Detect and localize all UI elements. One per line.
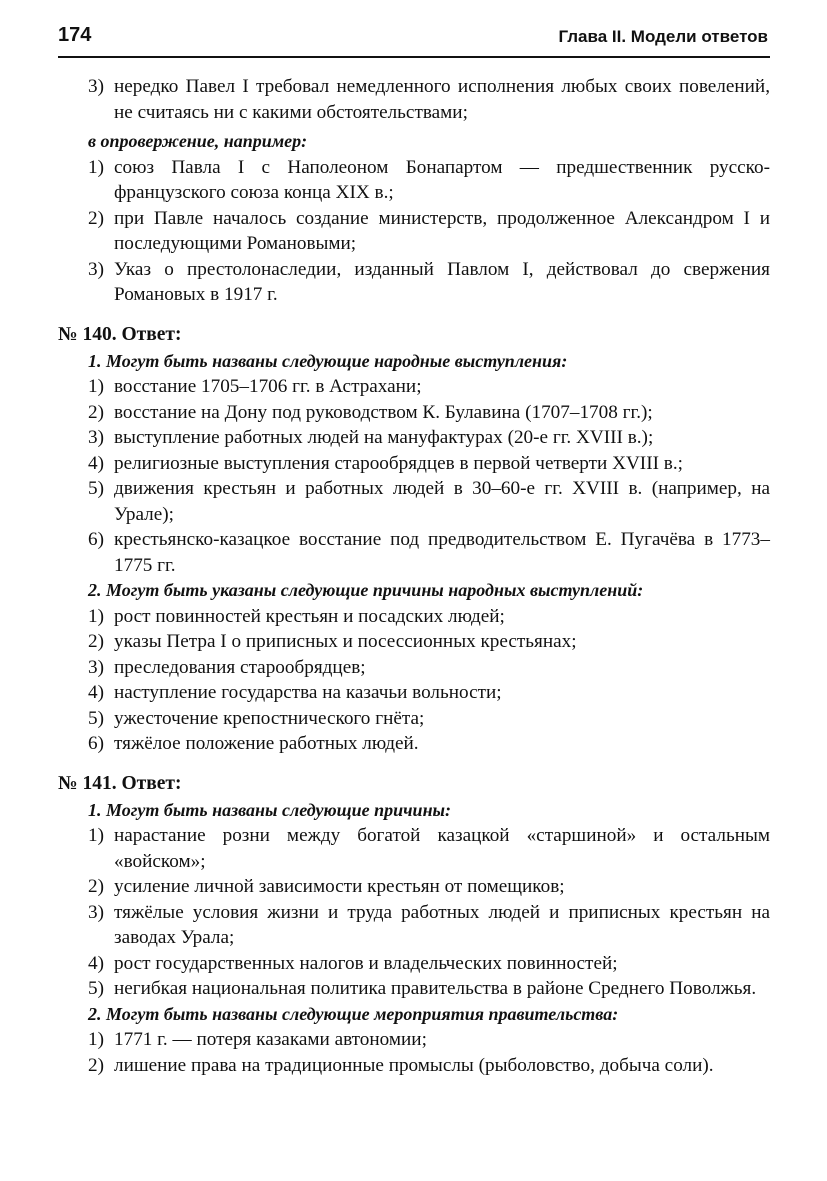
list-item [58,731,770,757]
list-item-text: нарастание розни между богатой казацкой «старшиной» и остальным «войском»; [114,825,770,872]
list-item [58,680,770,706]
task-140-list-1 [58,374,770,578]
list-item-number: 4) [88,682,104,703]
list-item [58,604,770,630]
list-item-text: восстание на Дону под руководством К. Булавина (1707–1708 гг.); [114,401,653,423]
task-141-subheading-1: 1. Могут быть названы следующие причины: [88,799,452,820]
list-item-number: 3) [88,901,104,923]
list-item-number: 3) [88,427,104,448]
list-item [58,476,770,527]
list-item [58,374,770,400]
list-item-text: 1771 г. — потеря казаками автономии; [114,1029,427,1050]
list-item-number: 2) [88,207,104,229]
list-item-text: движения крестьян и работных людей в 30–60-е гг. XVIII в. (например, на Урале); [114,478,770,525]
task-140 [58,322,770,757]
page-content [58,74,770,1078]
continued-items [58,74,770,125]
list-item-number: 6) [88,733,104,754]
list-item-number: 2) [88,1054,104,1076]
refutation-items [58,155,770,308]
list-item-text: преследования старообрядцев; [114,656,366,678]
running-head-chapter: Глава II. Модели ответов [558,27,768,46]
list-item-text: при Павле началось создание министерств, продолженное Александром I и последующими Романовыми; [114,207,770,254]
list-item [58,976,770,1002]
list-item-number: 5) [88,478,104,499]
list-item-number: 1) [88,1029,104,1050]
list-item [58,257,770,308]
list-item [58,874,770,900]
list-item [58,706,770,732]
list-item-number: 4) [88,452,104,474]
list-item-text: тяжёлые условия жизни и труда работных людей и приписных крестьян на заводах Урала; [114,901,770,948]
list-item-number: 2) [88,401,104,423]
continued-list [58,74,770,125]
list-item-text: союз Павла I с Наполеоном Бонапартом — предшественник русско-французского союза конца XIX в.; [114,156,770,203]
list-item [58,1053,770,1079]
list-item [58,1027,770,1053]
list-item [58,951,770,977]
list-item-text: крестьянско-казацкое восстание под предводительством Е. Пугачёва в 1773–1775 гг. [114,529,770,576]
task-141-heading: № 141. Ответ: [58,772,182,794]
list-item-text: рост повинностей крестьян и посадских людей; [114,605,505,627]
task-141-subheading-2: 2. Могут быть названы следующие мероприятия правительства: [88,1003,619,1024]
page-header [58,22,770,58]
list-item-text: ужесточение крепостнического гнёта; [114,707,425,729]
list-item [58,155,770,206]
task-140-list-2 [58,604,770,757]
list-item-text: тяжёлое положение работных людей. [114,733,419,754]
task-140-heading: № 140. Ответ: [58,323,182,345]
list-item-text: указы Петра I о приписных и посессионных крестьянах; [114,631,577,652]
list-item-number: 1) [88,156,104,178]
list-item [58,425,770,451]
list-item-number: 2) [88,631,104,652]
list-item [58,527,770,578]
list-item [58,206,770,257]
list-item-number: 2) [88,876,104,897]
list-item-text: лишение права на традиционные промыслы (рыболовство, добыча соли). [114,1054,714,1076]
list-item [58,400,770,426]
list-item [58,900,770,951]
list-item-number: 5) [88,978,104,999]
list-item-text: наступление государства на казачьи вольности; [114,682,502,703]
refutation-section [58,129,770,308]
task-141-list-2 [58,1027,770,1078]
task-141 [58,771,770,1079]
task-140-subheading-1: 1. Могут быть названы следующие народные выступления: [88,350,568,371]
list-item-number: 3) [88,656,104,678]
task-141-list-1 [58,823,770,1002]
list-item-text: восстание 1705–1706 гг. в Астрахани; [114,376,422,397]
list-item-number: 5) [88,707,104,729]
list-item-number: 1) [88,376,104,397]
list-item-text: рост государственных налогов и владельческих повинностей; [114,952,618,974]
task-140-subheading-2: 2. Могут быть указаны следующие причины народных выступлений: [88,580,644,600]
list-item-text: нередко Павел I требовал немедленного исполнения любых своих повелений, не считаясь ни с какими обстоятельствами; [114,76,770,123]
list-item-text: усиление личной зависимости крестьян от помещиков; [114,876,565,897]
list-item-number: 3) [88,258,104,280]
list-item-number: 6) [88,529,104,550]
list-item [58,629,770,655]
list-item-number: 1) [88,825,104,846]
list-item-text: религиозные выступления старообрядцев в первой четверти XVIII в.; [114,452,683,474]
list-item-text: негибкая национальная политика правительства в районе Среднего Поволжья. [114,978,757,999]
list-item-number: 4) [88,952,104,974]
page-number: 174 [58,24,92,46]
list-item-text: Указ о престолонаследии, изданный Павлом I, действовал до свержения Романовых в 1917 г. [114,258,770,305]
list-item [58,823,770,874]
list-item-number: 1) [88,605,104,627]
refutation-intro: в опровержение, например: [88,131,308,151]
list-item [58,451,770,477]
list-item [58,74,770,125]
list-item [58,655,770,681]
list-item-text: выступление работных людей на мануфактурах (20-е гг. XVIII в.); [114,427,654,448]
list-item-number: 3) [88,76,104,97]
